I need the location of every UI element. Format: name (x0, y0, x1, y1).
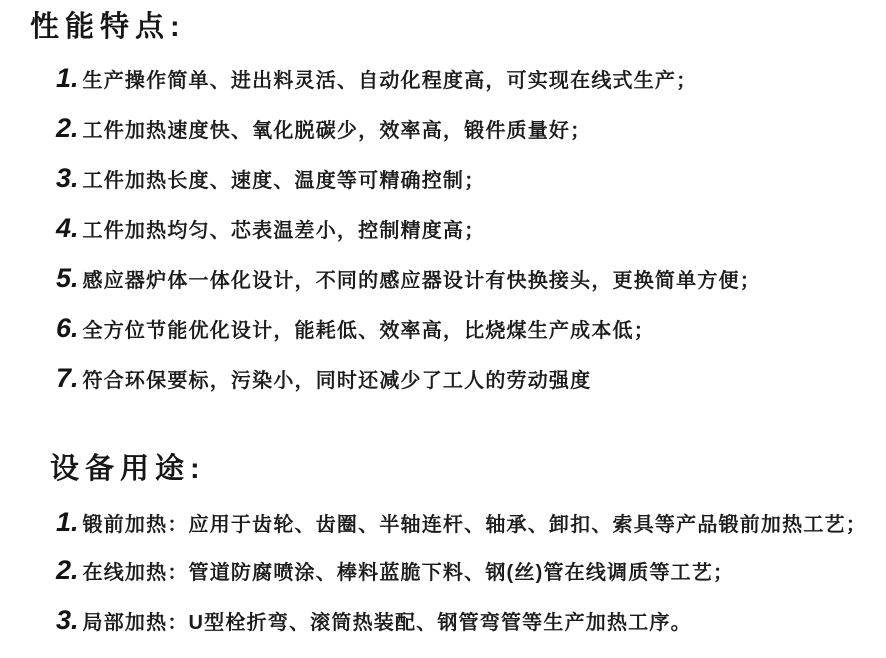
item-number: 3. (56, 605, 79, 635)
item-number: 2. (56, 113, 79, 143)
section-heading-equipment-uses: 设备用途: (50, 453, 206, 485)
feature-item-6 (56, 312, 655, 344)
item-number: 2. (56, 555, 79, 585)
item-number: 3. (56, 163, 79, 193)
item-number: 7. (56, 363, 79, 393)
item-text: 工件加热长度、速度、温度等可精确控制； (82, 170, 486, 192)
item-number: 1. (56, 507, 79, 537)
feature-item-4 (56, 212, 485, 244)
item-text: 生产操作简单、进出料灵活、自动化程度高，可实现在线式生产； (82, 70, 698, 92)
usage-item-2 (56, 554, 734, 586)
item-number: 1. (56, 63, 79, 93)
feature-item-5 (56, 262, 761, 294)
item-text: 感应器炉体一体化设计，不同的感应器设计有快换接头，更换简单方便； (82, 270, 761, 292)
item-text: 全方位节能优化设计，能耗低、效率高，比烧煤生产成本低； (82, 320, 655, 342)
feature-item-3 (56, 162, 485, 194)
feature-item-1 (56, 62, 697, 94)
item-text: 符合环保要标，污染小，同时还减少了工人的劳动强度 (82, 370, 592, 392)
item-number: 4. (56, 213, 79, 243)
feature-item-7 (56, 362, 591, 394)
usage-item-3 (56, 604, 692, 636)
item-number: 5. (56, 263, 79, 293)
usage-item-1 (56, 506, 867, 538)
section-heading-performance-features: 性能特点: (30, 11, 186, 43)
item-number: 6. (56, 313, 79, 343)
item-text: 工件加热速度快、氧化脱碳少，效率高，锻件质量好； (82, 120, 592, 142)
item-text: 局部加热：U型栓折弯、滚筒热装配、钢管弯管等生产加热工序。 (82, 612, 692, 634)
item-text: 在线加热：管道防腐喷涂、棒料蓝脆下料、钢(丝)管在线调质等工艺； (82, 562, 735, 584)
item-text: 锻前加热：应用于齿轮、齿圈、半轴连杆、轴承、卸扣、索具等产品锻前加热工艺； (82, 514, 867, 536)
feature-item-2 (56, 112, 591, 144)
item-text: 工件加热均匀、芯表温差小，控制精度高； (82, 220, 486, 242)
